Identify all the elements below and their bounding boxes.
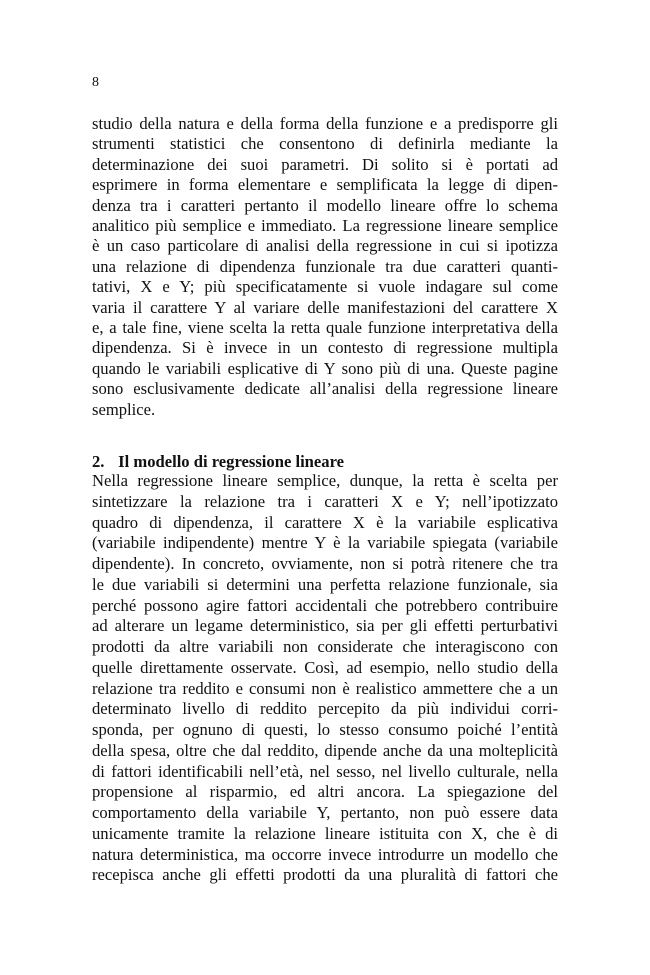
text-line: è un caso particolare di analisi della regressione in cui si ipotizza <box>92 236 558 256</box>
text-line: le due variabili si determini una perfetta relazione funzionale, sia <box>92 574 558 594</box>
text-line: comportamento della variabile Y, pertanto, non può essere data <box>92 803 558 822</box>
text-line: unicamente tramite la relazione lineare istituita con X, che è di <box>92 823 558 843</box>
text-line: tativi, X e Y; più specificatamente si vuole indagare sul come <box>92 277 558 297</box>
text-line: di fattori identificabili nell’età, nel sesso, nel livello culturale, nella <box>92 761 558 781</box>
text-line: della spesa, oltre che dal reddito, dipende anche da una molteplicità <box>92 740 558 760</box>
text-line: prodotti da altre variabili non considerate che interagiscono con <box>92 637 558 656</box>
text-line: (variabile indipendente) mentre Y è la variabile spiegata (variabile <box>92 533 558 553</box>
text-line: quadro di dipendenza, il carattere X è la variabile esplicativa <box>92 512 558 532</box>
text-line: dipendenza. Si è invece in un contesto di regressione multipla <box>92 338 558 358</box>
text-line: perché possono agire fattori accidentali che potrebbero contribuire <box>92 595 558 615</box>
section-heading <box>92 452 558 472</box>
page-number: 8 <box>92 75 99 90</box>
text-line: denza tra i caratteri pertanto il modello lineare offre lo schema <box>92 195 558 215</box>
text-line: Nella regressione lineare semplice, dunque, la retta è scelta per <box>92 471 558 490</box>
text-line: una relazione di dipendenza funzionale tra due caratteri quanti- <box>92 256 558 276</box>
text-line: varia il carattere Y al variare delle manifestazioni del carattere X <box>92 297 558 317</box>
text-line: dipendente). In concreto, ovviamente, non si potrà ritenere che tra <box>92 554 558 573</box>
text-line: natura deterministica, ma occorre invece introdurre un modello che <box>92 844 558 864</box>
text-line: recepisca anche gli effetti prodotti da una pluralità di fattori che <box>92 865 558 885</box>
text-line: e, a tale fine, viene scelta la retta quale funzione interpretativa della <box>92 318 558 338</box>
section-title: Il modello di regressione lineare <box>118 452 345 471</box>
text-line: propensione al risparmio, ed altri ancora. La spiegazione del <box>92 782 558 802</box>
paragraph-1 <box>92 114 558 420</box>
text-line: relazione tra reddito e consumi non è realistico ammettere che a un <box>92 678 558 698</box>
text-line: quando le variabili esplicative di Y sono più di una. Queste pagine <box>92 358 558 378</box>
text-line: sintetizzare la relazione tra i caratteri X e Y; nell’ipotizzato <box>92 491 558 511</box>
text-line: esprimere in forma elementare e semplificata la legge di dipen- <box>92 175 558 195</box>
text-line: semplice. <box>92 399 156 419</box>
text-line: strumenti statistici che consentono di definirla mediante la <box>92 134 558 154</box>
text-line: determinazione dei suoi parametri. Di solito si è portati ad <box>92 154 558 174</box>
paragraph-2 <box>92 471 558 886</box>
text-line: sponda, per ognuno di questi, lo stesso consumo poiché l’entità <box>92 720 558 739</box>
text-line: determinato livello di reddito percepito da più individui corri- <box>92 699 558 719</box>
text-line: studio della natura e della forma della funzione e a predisporre gli <box>92 114 558 133</box>
text-line: sono esclusivamente dedicate all’analisi della regressione lineare <box>92 379 558 399</box>
text-line: quelle direttamente osservate. Così, ad esempio, nello studio della <box>92 657 558 677</box>
text-line: ad alterare un legame deterministico, sia per gli effetti perturbativi <box>92 616 558 636</box>
section-number: 2. <box>92 452 105 471</box>
text-line: analitico più semplice e immediato. La regressione lineare semplice <box>92 216 558 236</box>
